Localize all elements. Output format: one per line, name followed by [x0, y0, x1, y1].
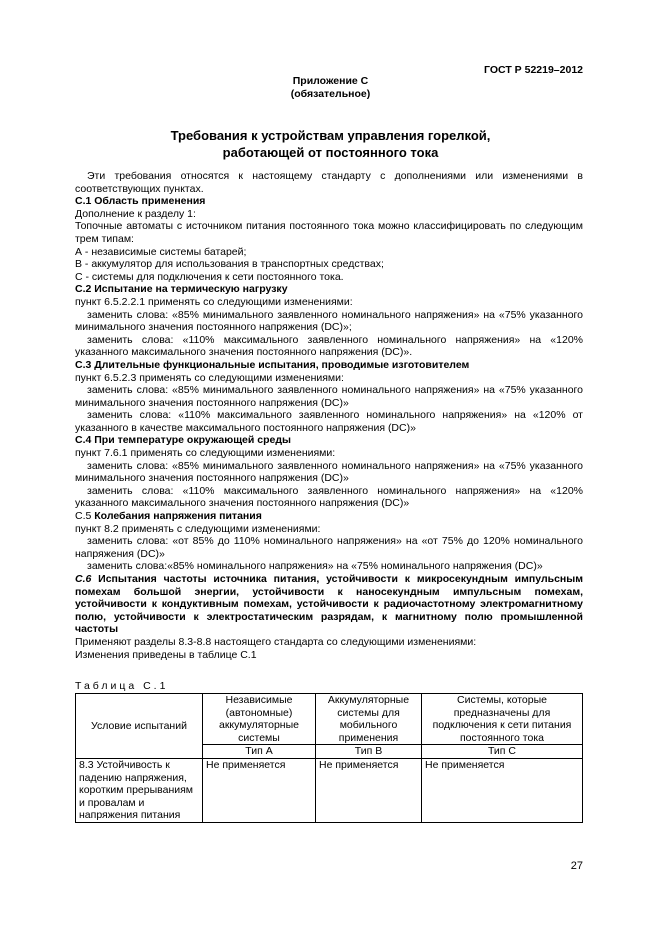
paragraph: заменить слова:«85% номинального напряжения» на «75% номинального напряжения (DC)»: [87, 560, 543, 573]
appendix-heading: [0, 75, 661, 101]
document-body: [75, 170, 583, 661]
row1-c: Не применяется: [422, 758, 583, 822]
paragraph: пункт 6.5.2.2.1 применять со следующими изменениями:: [75, 295, 353, 308]
row1-condition: 8.3 Устойчивость к падению напряжения, коротким прерываниям и провалам и напряжения питания: [76, 758, 203, 822]
type-b: Тип В: [316, 745, 422, 759]
header-col-c: Системы, которые предназначены для подключения к сети питания постоянного тока: [422, 694, 583, 745]
paragraph: заменить слова: «85% минимального заявленного номинального напряжения» на «75% указанного минимального значения постоянного напряжения (DC)»;: [75, 308, 583, 334]
type-c: Тип С: [422, 745, 583, 759]
changes-table: [75, 693, 583, 823]
header-condition: Условие испытаний: [76, 694, 203, 759]
section-c4-heading: С.4 При температуре окружающей среды: [75, 434, 291, 447]
title-line-1: Требования к устройствам управления горелкой,: [170, 128, 491, 143]
list-item: А - независимые системы батарей;: [75, 245, 247, 258]
section-c6-title: Испытания частоты источника питания, устойчивости к микросекундным импульсным помехам большой энергии, устойчивости к наносекундным импульсным помехам, устойчивости к кондуктивным помехам, устойчивости к радиочастотному электромагнитному полю, устойчивости к электростатическим разрядам, к магнитному полю промышленной частоты: [75, 573, 583, 636]
row1-b: Не применяется: [316, 758, 422, 822]
intro-paragraph: Эти требования относятся к настоящему стандарту с дополнениями или изменениями в соответствующих пунктах.: [75, 170, 583, 195]
list-item: С - системы для подключения к сети постоянного тока.: [75, 270, 344, 283]
section-c5-number: С.5: [75, 510, 92, 523]
paragraph: пункт 8.2 применять с следующими изменениями:: [75, 522, 321, 535]
paragraph: Дополнение к разделу 1:: [75, 207, 196, 220]
section-c6-number: С.6: [75, 573, 92, 585]
title-line-2: работающей от постоянного тока: [222, 145, 439, 160]
section-c6-heading: [75, 573, 583, 636]
table-header-row: [76, 694, 583, 745]
header-col-b: Аккумуляторные системы для мобильного применения: [316, 694, 422, 745]
section-c3-heading: С.3 Длительные функциональные испытания, проводимые изготовителем: [75, 358, 470, 371]
paragraph: пункт 7.6.1 применять со следующими изменениями:: [75, 447, 336, 460]
appendix-status: (обязательное): [290, 88, 371, 100]
page-number: 27: [570, 860, 583, 872]
appendix-name: Приложение С: [292, 75, 369, 87]
paragraph: заменить слова: «110% максимального заявленного номинального напряжения» на «120% указанного максимального значения постоянного напряжения (DC)».: [75, 333, 583, 359]
paragraph: заменить слова: «110% максимального заявленного номинального напряжения» на «120% указанного максимального значения постоянного напряжения (DC)»: [75, 484, 583, 510]
page-title: [0, 127, 661, 161]
header-col-a: Независимые (автономные) аккумуляторные системы: [203, 694, 316, 745]
section-c5-title: Колебания напряжения питания: [94, 510, 262, 523]
paragraph: заменить слова: «85% минимального заявленного номинального напряжения» на «75% указанного минимального значения постоянного напряжения (DC)»: [75, 384, 583, 409]
list-item: В - аккумулятор для использования в транспортных средствах;: [75, 258, 384, 271]
section-c2-heading: С.2 Испытание на термическую нагрузку: [75, 283, 288, 296]
paragraph: Топочные автоматы с источником питания постоянного тока можно классифицировать по следующим трем типам:: [75, 220, 583, 245]
section-c5-heading: [75, 510, 583, 523]
paragraph: заменить слова: «110% максимального заявленного номинального напряжения» на «120% от указанного в качестве максимального постоянного напряжения (DC)»: [75, 409, 583, 434]
row1-a: Не применяется: [203, 758, 316, 822]
table-row: [76, 758, 583, 822]
paragraph: пункт 6.5.2.3 применять со следующими изменениями:: [75, 371, 344, 384]
paragraph: заменить слова: «85% минимального заявленного номинального напряжения» на «75% указанного минимального значения постоянного напряжения (DC)»: [75, 459, 583, 485]
paragraph: Изменения приведены в таблице С.1: [75, 648, 257, 661]
type-a: Тип А: [203, 745, 316, 759]
paragraph: Применяют разделы 8.3-8.8 настоящего стандарта со следующими изменениями:: [75, 635, 477, 648]
table-caption: Таблица С.1: [75, 680, 169, 692]
paragraph: заменить слова: «от 85% до 110% номинального напряжения» на «от 75% до 120% номинального напряжения (DC)»: [75, 535, 583, 560]
document-id: ГОСТ Р 52219–2012: [484, 64, 583, 76]
section-c1-heading: С.1 Область применения: [75, 195, 206, 208]
